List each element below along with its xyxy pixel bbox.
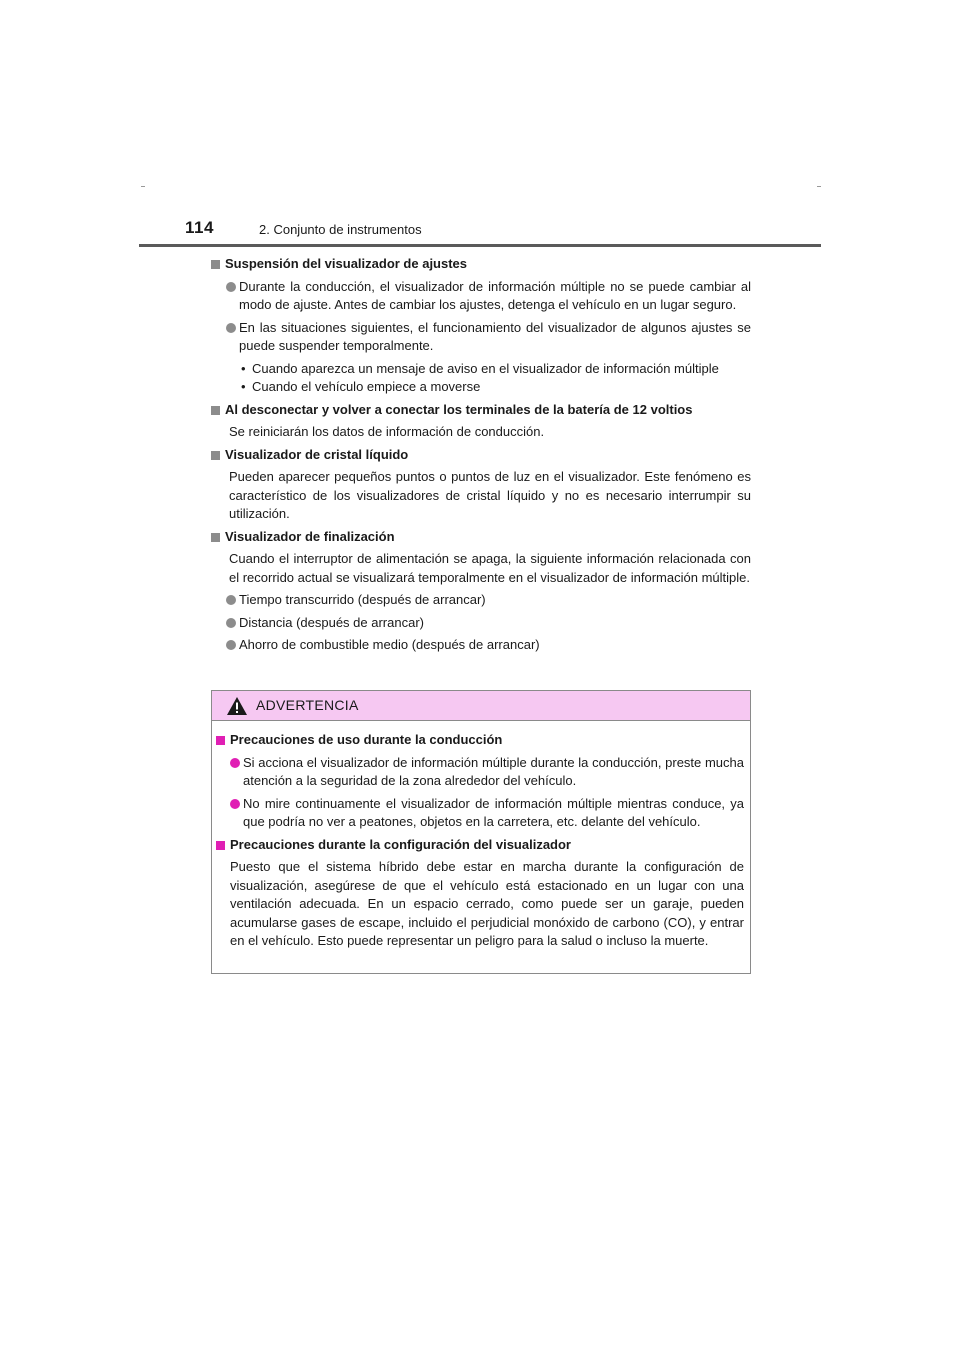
bullet-item: En las situaciones siguientes, el funcionamiento del visualizador de algunos ajustes se puede suspender temporalmente. <box>211 319 751 356</box>
dot-item: • Cuando aparezca un mensaje de aviso en el visualizador de información múltiple <box>211 360 751 379</box>
warning-bullet: Si acciona el visualizador de información múltiple durante la conducción, preste mucha atención a la seguridad de la zona alrededor del vehículo. <box>215 754 744 791</box>
warning-text: Puesto que el sistema híbrido debe estar en marcha durante la configuración de visualización, asegúrese de que el vehículo está estacionado en un lugar con una ventilación adecuada. En un espacio cerrado, como puede ser un garaje, pueden acumularse gases de escape, incluido el perjudicial monóxido de carbono (CO), y entrar en el vehículo. Esto puede representar un peligro para la salud o incluso la muerte. <box>230 859 744 948</box>
warning-body <box>212 731 744 955</box>
section-heading: Visualizador de finalización <box>211 528 751 547</box>
section-text: Se reiniciarán los datos de información de conducción. <box>229 424 545 439</box>
section-text: Cuando el interruptor de alimentación se apaga, la siguiente información relacionada con el recorrido actual se visualizará temporalmente en el visualizador de información múltiple. <box>229 551 751 585</box>
dot-item: • Cuando el vehículo empiece a moverse <box>211 378 751 397</box>
chapter-title: 2. Conjunto de instrumentos <box>259 222 422 237</box>
warning-heading: Precauciones durante la configuración del visualizador <box>216 836 744 855</box>
warning-heading: Precauciones de uso durante la conducción <box>216 731 744 750</box>
bullet-item: Tiempo transcurrido (después de arrancar) <box>211 591 751 610</box>
section-heading: Al desconectar y volver a conectar los terminales de la batería de 12 voltios <box>211 401 751 420</box>
header-rule <box>139 244 821 247</box>
page-header <box>139 218 821 248</box>
warning-triangle-icon <box>226 696 248 716</box>
bullet-item: Ahorro de combustible medio (después de arrancar) <box>211 636 751 655</box>
warning-title: ADVERTENCIA <box>256 697 359 713</box>
bullet-item: Distancia (después de arrancar) <box>211 614 751 633</box>
main-content <box>211 255 751 659</box>
crop-mark-right <box>817 186 821 187</box>
warning-box <box>211 690 751 974</box>
bullet-item: Durante la conducción, el visualizador de información múltiple no se puede cambiar al modo de ajuste. Antes de cambiar los ajustes, detenga el vehículo en un lugar seguro. <box>211 278 751 315</box>
crop-mark-left <box>141 186 145 187</box>
section-heading: Suspensión del visualizador de ajustes <box>211 255 751 274</box>
warning-bullet: No mire continuamente el visualizador de información múltiple mientras conduce, ya que podría no ver a peatones, objetos en la carretera, etc. delante del vehículo. <box>215 795 744 832</box>
page-number: 114 <box>185 218 214 237</box>
section-heading: Visualizador de cristal líquido <box>211 446 751 465</box>
section-text: Pueden aparecer pequeños puntos o puntos de luz en el visualizador. Este fenómeno es característico de los visualizadores de cristal líquido y no es necesario interrumpir su utilización. <box>229 469 751 521</box>
warning-header <box>212 691 750 721</box>
